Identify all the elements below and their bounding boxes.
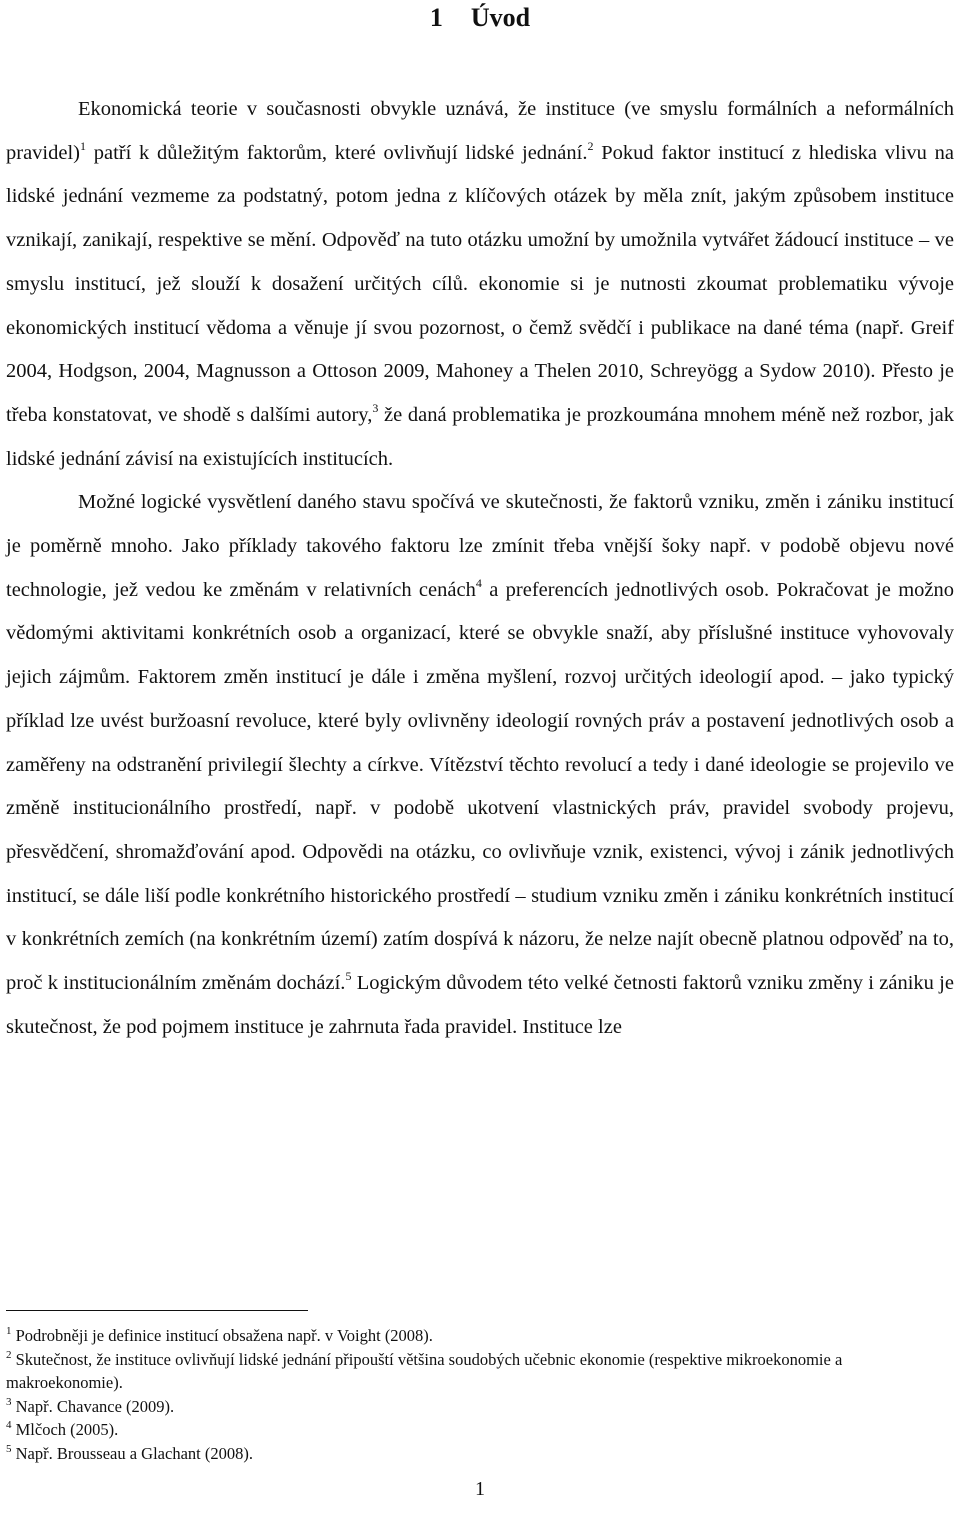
paragraph-text: a preferencích jednotlivých osob. Pokračovat je možno vědomými aktivitami konkrétních osob a organizací, které se obvykle snaží, aby příslušné instituce vyhovovaly jejich zájmům. Faktorem změn institucí je dále i změna myšlení, rozvoj určitých ideologií apod. – jako typický příklad lze uvést buržoasní revoluce, které byly ovlivněny ideologií rovných práv a postavení jednotlivých osob a zaměřeny na odstranění privilegií šlechty a církve. Vítězství těchto revolucí a tedy i dané ideologie se projevilo ve změně institucionálního prostředí, např. v podobě ukotvení vlastnických práv, pravidel svobody projevu, přesvědčení, shromažďování apod. Odpovědi na otázku, co ovlivňuje vznik, existenci, vývoj i zánik jednotlivých institucí, se dále liší podle konkrétního historického prostředí – studium vzniku změn i zániku konkrétních institucí v konkrétních zemích (na konkrétním území) zatím dospívá k názoru, že nelze najít obecně platnou odpověď na to, proč k institucionálním změnám dochází. bbox=[6, 578, 954, 995]
paragraph bbox=[6, 88, 954, 481]
footnote bbox=[6, 1348, 926, 1395]
paragraph bbox=[6, 481, 954, 1049]
paragraph-text: Pokud faktor institucí z hlediska vlivu na lidské jednání vezmeme za podstatný, potom jedna z klíčových otázek by měla znít, jakým způsobem instituce vznikají, zanikají, respektive se mění. Odpověď na tuto otázku umožní by umožnila vytvářet žádoucí instituce – ve smyslu institucí, jež slouží k dosažení určitých cílů. ekonomie si je nutnosti zkoumat problematiku vývoje ekonomických institucí vědoma a věnuje jí svou pozornost, o čemž svědčí i publikace na dané téma (např. bbox=[6, 141, 954, 339]
footnote bbox=[6, 1324, 926, 1348]
chapter-number: 1 bbox=[429, 3, 443, 32]
footnote bbox=[6, 1418, 926, 1442]
paragraph-text: Ekonomická teorie v současnosti obvykle uznává, že instituce (ve smyslu formálních a neformálních pravidel) bbox=[6, 98, 954, 164]
footnote-number: 2 bbox=[6, 1348, 12, 1361]
page-number: 1 bbox=[475, 1478, 485, 1500]
footnote-ref-1[interactable]: 1 bbox=[80, 138, 86, 153]
footnote-text: Skutečnost, že instituce ovlivňují lidské jednání připouští většina soudobých učebnic ekonomie (respektive mikroekonomie a makroekonomie). bbox=[6, 1349, 843, 1392]
footnote-ref-4[interactable]: 4 bbox=[475, 575, 482, 590]
footnote-number: 3 bbox=[6, 1395, 12, 1408]
footnote-text: Např. Chavance (2009). bbox=[11, 1396, 175, 1416]
footnote-ref-5[interactable]: 5 bbox=[345, 969, 352, 984]
footnotes bbox=[6, 1324, 926, 1465]
paragraph-text: Možné logické vysvětlení daného stavu spočívá ve skutečnosti, že faktorů vzniku, změn i zániku institucí je poměrně mnoho. Jako příklady takového faktoru lze zmínit třeba vnější šoky např. v podobě objevu nové technologie, jež vedou ke změnám v relativních cenách bbox=[6, 491, 954, 601]
body-text bbox=[6, 88, 954, 1049]
footnote bbox=[6, 1395, 926, 1419]
chapter-title: Úvod bbox=[470, 3, 531, 32]
footnote-text: Např. Brousseau a Glachant (2008). bbox=[11, 1443, 253, 1463]
paragraph-text: Logickým důvodem této velké četnosti faktorů vzniku změny i zániku je skutečnost, že pod pojmem instituce je zahrnuta řada pravidel. Instituce lze bbox=[6, 972, 954, 1038]
chapter-heading bbox=[0, 0, 960, 36]
paragraph-text: patří k důležitým faktorům, které ovlivňují lidské jednání. bbox=[86, 141, 588, 164]
footnote-text: Mlčoch (2005). bbox=[11, 1420, 119, 1439]
footnote bbox=[6, 1442, 926, 1466]
footnote-number: 5 bbox=[6, 1442, 12, 1455]
paragraph-text: Greif 2004, Hodgson, 2004, Magnusson a Ottoson 2009, Mahoney a Thelen 2010, Schreyögg a Sydow 2010). Přesto je třeba konstatovat, ve shodě s dalšími autory, bbox=[6, 316, 954, 426]
footnote-ref-3[interactable]: 3 bbox=[372, 400, 379, 415]
footnote-ref-2[interactable]: 2 bbox=[587, 138, 594, 153]
footnote-divider bbox=[6, 1310, 308, 1311]
footnote-number: 4 bbox=[6, 1419, 12, 1431]
paragraph-text: že daná problematika je prozkoumána mnohem méně než rozbor, jak lidské jednání závisí na existujících institucích. bbox=[6, 403, 954, 470]
footnote-number: 1 bbox=[6, 1325, 12, 1337]
footnote-text: Podrobněji je definice institucí obsažena např. v Voight (2008). bbox=[11, 1326, 433, 1345]
